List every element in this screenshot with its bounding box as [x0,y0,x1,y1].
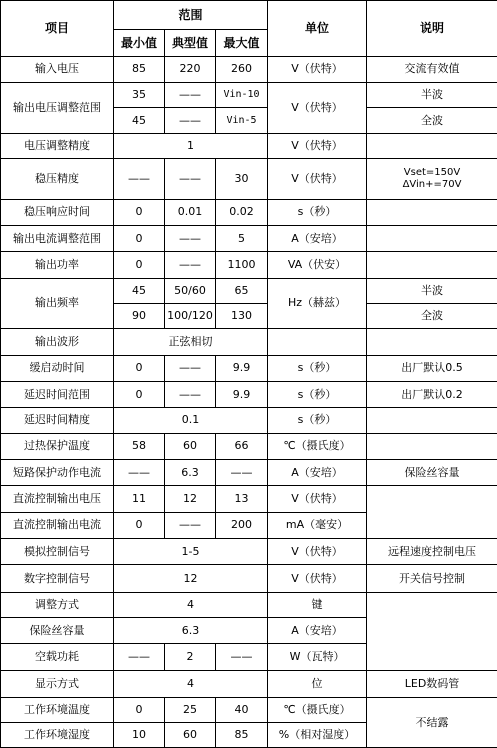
row-name: 延迟时间精度 [1,408,114,433]
row-min: 0 [114,252,165,278]
row-name: 过热保护温度 [1,433,114,459]
row-max: —— [216,644,268,670]
row-typ: —— [165,83,216,108]
row-note: 远程速度控制电压 [367,539,497,565]
row-min: 45 [114,278,165,303]
row-name: 稳压精度 [1,159,114,200]
note-line-1: Vset=150V [403,166,461,178]
table-row [1,408,497,433]
row-min: —— [114,459,165,485]
row-unit: ℃（摄氏度） [268,433,367,459]
header-item: 项目 [1,1,114,57]
row-unit [268,329,367,355]
row-value: 4 [114,670,268,697]
table-row [1,56,497,82]
row-max: 5 [216,225,268,251]
row-min: —— [114,644,165,670]
row-note: 全波 [367,303,497,328]
row-max: 66 [216,433,268,459]
row-typ: 50/60 [165,278,216,303]
row-name: 输入电压 [1,56,114,82]
row-note: LED数码管 [367,670,497,697]
row-name: 短路保护动作电流 [1,459,114,485]
row-unit: V（伏特） [268,486,367,512]
header-note: 说明 [367,1,497,57]
table-row [1,329,497,355]
table-row [1,433,497,459]
row-min: 85 [114,56,165,82]
row-value: 1 [114,133,268,158]
row-note: 出厂默认0.5 [367,355,497,381]
row-max: 9.9 [216,381,268,407]
row-typ: —— [165,225,216,251]
table-row [1,565,497,592]
row-max: 1100 [216,252,268,278]
row-name: 显示方式 [1,670,114,697]
row-value: 4 [114,592,268,617]
row-unit: s（秒） [268,355,367,381]
note-line-2: ΔVin+=70V [402,178,462,190]
row-min: 35 [114,83,165,108]
row-note: 交流有效值 [367,56,497,82]
table-row [1,252,497,278]
row-note: 保险丝容量 [367,459,497,485]
row-name: 输出电压调整范围 [1,83,114,134]
row-typ: —— [165,108,216,133]
row-max: 260 [216,56,268,82]
row-note [367,408,497,433]
row-max: 40 [216,698,268,723]
row-min: 10 [114,723,165,748]
row-unit: V（伏特） [268,539,367,565]
row-value: 6.3 [114,618,268,644]
row-unit: V（伏特） [268,133,367,158]
row-note [367,329,497,355]
row-unit: VA（伏安） [268,252,367,278]
row-typ: 25 [165,698,216,723]
table-row [1,133,497,158]
row-unit: V（伏特） [268,159,367,200]
header-typ: 典型值 [165,30,216,56]
row-typ: 100/120 [165,303,216,328]
table-row [1,83,497,108]
header-range: 范围 [114,1,268,30]
row-name: 保险丝容量 [1,618,114,644]
row-max: —— [216,459,268,485]
row-min: 0 [114,381,165,407]
row-unit: A（安培） [268,459,367,485]
row-note [367,486,497,539]
row-typ: 60 [165,433,216,459]
row-min: 0 [114,199,165,225]
row-unit: mA（毫安） [268,512,367,538]
table-row [1,698,497,723]
row-note [367,133,497,158]
header-unit: 单位 [268,1,367,57]
row-name: 工作环境湿度 [1,723,114,748]
row-note: 开关信号控制 [367,565,497,592]
row-max: 85 [216,723,268,748]
row-min: 45 [114,108,165,133]
header-row [1,1,497,30]
row-note [367,433,497,459]
row-unit: 键 [268,592,367,617]
row-unit: s（秒） [268,381,367,407]
row-unit: ℃（摄氏度） [268,698,367,723]
table-row [1,670,497,697]
row-value: 正弦相切 [114,329,268,355]
table-row [1,199,497,225]
row-typ: 60 [165,723,216,748]
row-unit: V（伏特） [268,83,367,134]
row-note [367,225,497,251]
row-unit: V（伏特） [268,565,367,592]
table-row [1,355,497,381]
row-min: 0 [114,512,165,538]
row-typ: 0.01 [165,199,216,225]
row-name: 调整方式 [1,592,114,617]
row-unit: 位 [268,670,367,697]
row-name: 稳压响应时间 [1,199,114,225]
row-max: 130 [216,303,268,328]
row-max: 65 [216,278,268,303]
row-max: Vin-10 [216,83,268,108]
row-min: 0 [114,225,165,251]
row-name: 缓启动时间 [1,355,114,381]
row-unit: A（安培） [268,618,367,644]
row-note: 出厂默认0.2 [367,381,497,407]
row-max: Vin-5 [216,108,268,133]
row-max: 200 [216,512,268,538]
row-note: 不结露 [367,698,497,748]
row-unit: %（相对湿度） [268,723,367,748]
row-typ: —— [165,252,216,278]
row-name: 输出功率 [1,252,114,278]
row-name: 输出电流调整范围 [1,225,114,251]
row-max: 13 [216,486,268,512]
row-min: 0 [114,355,165,381]
row-min: —— [114,159,165,200]
row-min: 11 [114,486,165,512]
table-row [1,592,497,617]
row-typ: 6.3 [165,459,216,485]
table-row [1,539,497,565]
header-max: 最大值 [216,30,268,56]
row-name: 空载功耗 [1,644,114,670]
table-row [1,278,497,303]
row-note: 全波 [367,108,497,133]
row-min: 0 [114,698,165,723]
row-typ: 12 [165,486,216,512]
row-max: 0.02 [216,199,268,225]
row-note [367,159,497,200]
row-note [367,199,497,225]
row-name: 电压调整精度 [1,133,114,158]
row-unit: Hz（赫兹） [268,278,367,329]
table-row [1,459,497,485]
row-note [367,252,497,278]
row-typ: 220 [165,56,216,82]
row-unit: A（安培） [268,225,367,251]
table-row [1,486,497,512]
table-row [1,159,497,200]
row-name: 输出频率 [1,278,114,329]
row-typ: —— [165,355,216,381]
row-unit: s（秒） [268,408,367,433]
row-note: 半波 [367,278,497,303]
row-typ: —— [165,512,216,538]
row-value: 0.1 [114,408,268,433]
row-name: 工作环境温度 [1,698,114,723]
row-max: 30 [216,159,268,200]
row-unit: W（瓦特） [268,644,367,670]
row-typ: —— [165,159,216,200]
row-name: 延迟时间范围 [1,381,114,407]
row-min: 90 [114,303,165,328]
row-typ: 2 [165,644,216,670]
table-row [1,225,497,251]
row-name: 数字控制信号 [1,565,114,592]
row-value: 12 [114,565,268,592]
header-min: 最小值 [114,30,165,56]
row-max: 9.9 [216,355,268,381]
row-name: 输出波形 [1,329,114,355]
row-min: 58 [114,433,165,459]
row-note: 半波 [367,83,497,108]
row-typ: —— [165,381,216,407]
row-note [367,592,497,670]
row-name: 模拟控制信号 [1,539,114,565]
row-value: 1-5 [114,539,268,565]
table-row [1,381,497,407]
row-unit: s（秒） [268,199,367,225]
row-name: 直流控制输出电流 [1,512,114,538]
row-unit: V（伏特） [268,56,367,82]
row-name: 直流控制输出电压 [1,486,114,512]
